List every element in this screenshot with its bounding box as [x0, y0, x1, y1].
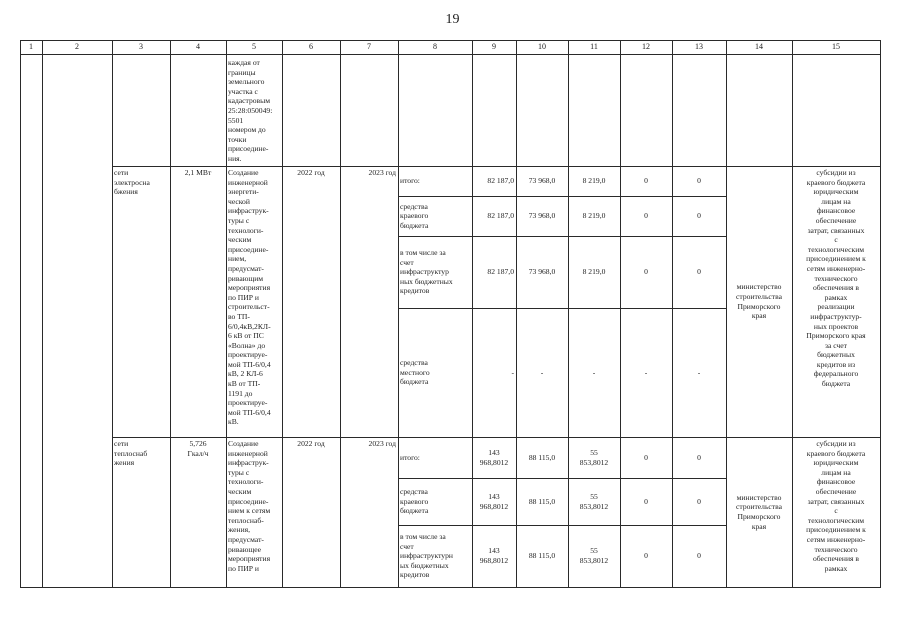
- value-col11: [570, 236, 618, 308]
- header-cell-text: 13: [695, 42, 703, 52]
- end-year: [342, 168, 396, 437]
- responsible-body: [728, 166, 790, 437]
- value-col9: [474, 196, 514, 236]
- value-col10: [518, 525, 566, 587]
- value-col10-text: 88 115,0: [528, 551, 556, 561]
- value-col13-text: -: [697, 367, 701, 377]
- grid-line-vertical: [792, 40, 793, 587]
- start-year-text: 2022 год: [297, 168, 325, 177]
- value-col10: [518, 308, 566, 437]
- grid-line-vertical: [282, 40, 283, 587]
- value-col12-text: 0: [644, 551, 648, 561]
- funding-note-text: субсидии из краевого бюджета юридическим лицам на финансовое обеспечение затрат, связанных с технологическим присоединением к сетям инженерно- технического обеспечения в рамках: [806, 439, 866, 573]
- header-cell: [114, 40, 168, 54]
- end-year-text: 2023 год: [368, 439, 396, 448]
- funding-note-text: субсидии из краевого бюджета юридическим лицам на финансовое обеспечение затрат, связанных с технологическим присоединением к сетям инженерно- технического обеспечения в рамках реализации инфраструктур- ных проектов Приморского края за счет бюджетных кредитов из федерального бюджета: [806, 168, 866, 389]
- header-cell: [518, 40, 566, 54]
- header-cell: [284, 40, 338, 54]
- value-col12: [622, 525, 670, 587]
- object-name: [114, 439, 168, 587]
- grid-line-vertical: [472, 40, 473, 587]
- value-col11: [570, 196, 618, 236]
- header-cell-text: 1: [29, 42, 33, 52]
- capacity: [172, 439, 224, 587]
- responsible-body-text: министерство строительства Приморского края: [736, 492, 782, 531]
- grid-line-vertical: [398, 40, 399, 587]
- start-year-text: 2022 год: [297, 439, 325, 448]
- value-col13-text: 0: [697, 551, 701, 561]
- value-col12: [622, 196, 670, 236]
- funding-source-text: средства краевого бюджета: [400, 487, 429, 516]
- value-col12-text: 0: [644, 452, 648, 462]
- header-cell-text: 14: [755, 42, 763, 52]
- value-col10: [518, 166, 566, 196]
- header-cell-text: 11: [590, 42, 598, 52]
- value-col9: [474, 308, 514, 437]
- value-col11: [570, 308, 618, 437]
- grid-line-vertical: [226, 40, 227, 587]
- grid-line-vertical: [620, 40, 621, 587]
- value-col9-text: 82 187,0: [487, 211, 514, 221]
- value-col12-text: 0: [644, 176, 648, 186]
- value-col10: [518, 196, 566, 236]
- value-col12-text: 0: [644, 496, 648, 506]
- value-col13: [674, 525, 724, 587]
- value-col9-text: 143 968,8012: [479, 546, 509, 565]
- value-col11-text: 8 219,0: [582, 211, 606, 221]
- value-col11-text: -: [592, 367, 596, 377]
- funding-source: [400, 166, 470, 196]
- value-col11-text: 55 853,8012: [579, 447, 609, 467]
- value-col10: [518, 236, 566, 308]
- capacity-text: 5,726 Гкал/ч: [187, 439, 209, 458]
- object-name-text: сети электросна бжения: [114, 168, 150, 197]
- header-cell: [172, 40, 224, 54]
- value-col13: [674, 166, 724, 196]
- grid-line-vertical: [568, 40, 569, 587]
- funding-note: [794, 168, 878, 437]
- value-col9: [474, 525, 514, 587]
- value-col13: [674, 437, 724, 478]
- object-description: [228, 439, 280, 587]
- value-col10-text: 88 115,0: [528, 452, 556, 462]
- value-col11: [570, 478, 618, 525]
- value-col11-text: 55 853,8012: [579, 491, 609, 511]
- header-cell-text: 9: [492, 42, 496, 52]
- funding-source-text: в том числе за счет инфраструктурн ых бюджетных кредитов: [400, 532, 453, 580]
- page-number: 19: [445, 12, 460, 27]
- value-col12: [622, 236, 670, 308]
- value-col11: [570, 437, 618, 478]
- value-col9-text: 82 187,0: [487, 267, 514, 277]
- header-cell-text: 12: [642, 42, 650, 52]
- value-col9-text: 82 187,0: [487, 176, 514, 186]
- funding-source: [400, 308, 470, 437]
- funding-source: [400, 236, 470, 308]
- value-col13: [674, 236, 724, 308]
- value-col11-text: 8 219,0: [582, 176, 606, 186]
- value-col9-text: 143 968,8012: [479, 491, 509, 511]
- end-year: [342, 439, 396, 587]
- value-col13: [674, 308, 724, 437]
- carry-over-description: [228, 58, 280, 166]
- grid-line-vertical: [726, 40, 727, 587]
- funding-source: [400, 525, 470, 587]
- header-cell-text: 2: [75, 42, 79, 52]
- value-col13-text: 0: [697, 267, 701, 277]
- value-col12: [622, 308, 670, 437]
- object-name-text: сети теплоснаб жения: [114, 439, 148, 468]
- value-col11-text: 55 853,8012: [579, 546, 609, 565]
- grid-line-vertical: [516, 40, 517, 587]
- header-cell-text: 7: [367, 42, 371, 52]
- funding-note: [794, 439, 878, 587]
- value-col12-text: -: [644, 367, 648, 377]
- value-col10-text: 73 968,0: [528, 211, 556, 221]
- value-col13-text: 0: [697, 496, 701, 506]
- header-cell-text: 8: [433, 42, 437, 52]
- value-col10: [518, 478, 566, 525]
- value-col10-text: 73 968,0: [528, 267, 556, 277]
- header-cell-text: 10: [538, 42, 546, 52]
- header-cell: [570, 40, 618, 54]
- carry-over-description-text: каждая от границы земельного участка с кадастровым 25:28:050049: 5501 номером до точки присоедине- ния.: [228, 58, 273, 163]
- value-col12: [622, 478, 670, 525]
- grid-line-vertical: [170, 40, 171, 587]
- value-col11: [570, 525, 618, 587]
- value-col9: [474, 166, 514, 196]
- funding-source: [400, 478, 470, 525]
- value-col10-text: 73 968,0: [528, 176, 556, 186]
- header-cell: [794, 40, 878, 54]
- value-col9: [474, 437, 514, 478]
- grid-line-vertical: [112, 40, 113, 587]
- grid-line-horizontal: [20, 587, 881, 588]
- capacity: [172, 168, 224, 437]
- value-col11-text: 8 219,0: [582, 267, 606, 277]
- header-cell: [622, 40, 670, 54]
- header-cell: [728, 40, 790, 54]
- header-cell-text: 6: [309, 42, 313, 52]
- funding-source: [400, 196, 470, 236]
- header-cell: [22, 40, 40, 54]
- capacity-text: 2,1 МВт: [184, 168, 212, 177]
- responsible-body: [728, 437, 790, 587]
- grid-line-vertical: [20, 40, 21, 587]
- end-year-text: 2023 год: [368, 168, 396, 177]
- object-description-text: Создание инженерной инфраструк- туры с технологи- ческим присоедине- нием к сетям теплоснаб- жения, предусмат- ривающее мероприятия по ПИР и: [228, 439, 271, 573]
- header-cell: [44, 40, 110, 54]
- value-col12: [622, 166, 670, 196]
- value-col9: [474, 478, 514, 525]
- grid-line-vertical: [672, 40, 673, 587]
- object-name: [114, 168, 168, 437]
- value-col9-text: 143 968,8012: [479, 447, 509, 467]
- header-cell: [400, 40, 470, 54]
- value-col11: [570, 166, 618, 196]
- header-cell: [474, 40, 514, 54]
- value-col13: [674, 478, 724, 525]
- value-col13-text: 0: [697, 452, 701, 462]
- responsible-body-text: министерство строительства Приморского края: [736, 282, 782, 321]
- funding-source-text: средства местного бюджета: [400, 358, 430, 387]
- header-cell-text: 15: [832, 42, 840, 52]
- header-cell-text: 5: [252, 42, 256, 52]
- grid-line-vertical: [42, 40, 43, 587]
- value-col12-text: 0: [644, 211, 648, 221]
- header-cell: [342, 40, 396, 54]
- header-cell-text: 3: [139, 42, 143, 52]
- funding-source-text: средства краевого бюджета: [400, 201, 429, 230]
- value-col13-text: 0: [697, 211, 701, 221]
- value-col12: [622, 437, 670, 478]
- value-col10: [518, 437, 566, 478]
- value-col10-text: 88 115,0: [528, 496, 556, 506]
- start-year: [284, 439, 338, 587]
- grid-line-horizontal: [20, 54, 881, 55]
- funding-source: [400, 437, 470, 478]
- grid-line-vertical: [880, 40, 881, 587]
- header-cell-text: 4: [196, 42, 200, 52]
- object-description-text: Создание инженерной энергети- ческой инфраструк- туры с технологи- ческим присоедине- нием, предусмат- ривающим мероприятия по ПИР и строительст- во ТП- 6/0,4кВ,2КЛ- 6 кВ от ПС «Волна» до проектируе- мой ТП-6/0,4 кВ, 2 КЛ-6 кВ от ТП- 1191 до проектируе- мой ТП-6/0,4 кВ.: [228, 168, 271, 427]
- funding-source-text: в том числе за счет инфраструктур ных бюджетных кредитов: [400, 248, 453, 296]
- value-col13: [674, 196, 724, 236]
- funding-source-text: итого:: [400, 452, 420, 462]
- start-year: [284, 168, 338, 437]
- header-cell: [228, 40, 280, 54]
- funding-source-text: итого:: [400, 176, 420, 186]
- value-col10-text: -: [540, 367, 544, 377]
- header-cell: [674, 40, 724, 54]
- grid-line-vertical: [340, 40, 341, 587]
- value-col13-text: 0: [697, 176, 701, 186]
- value-col9-text: -: [511, 367, 514, 377]
- object-description: [228, 168, 280, 437]
- grid-line-horizontal: [20, 40, 881, 41]
- value-col12-text: 0: [644, 267, 648, 277]
- value-col9: [474, 236, 514, 308]
